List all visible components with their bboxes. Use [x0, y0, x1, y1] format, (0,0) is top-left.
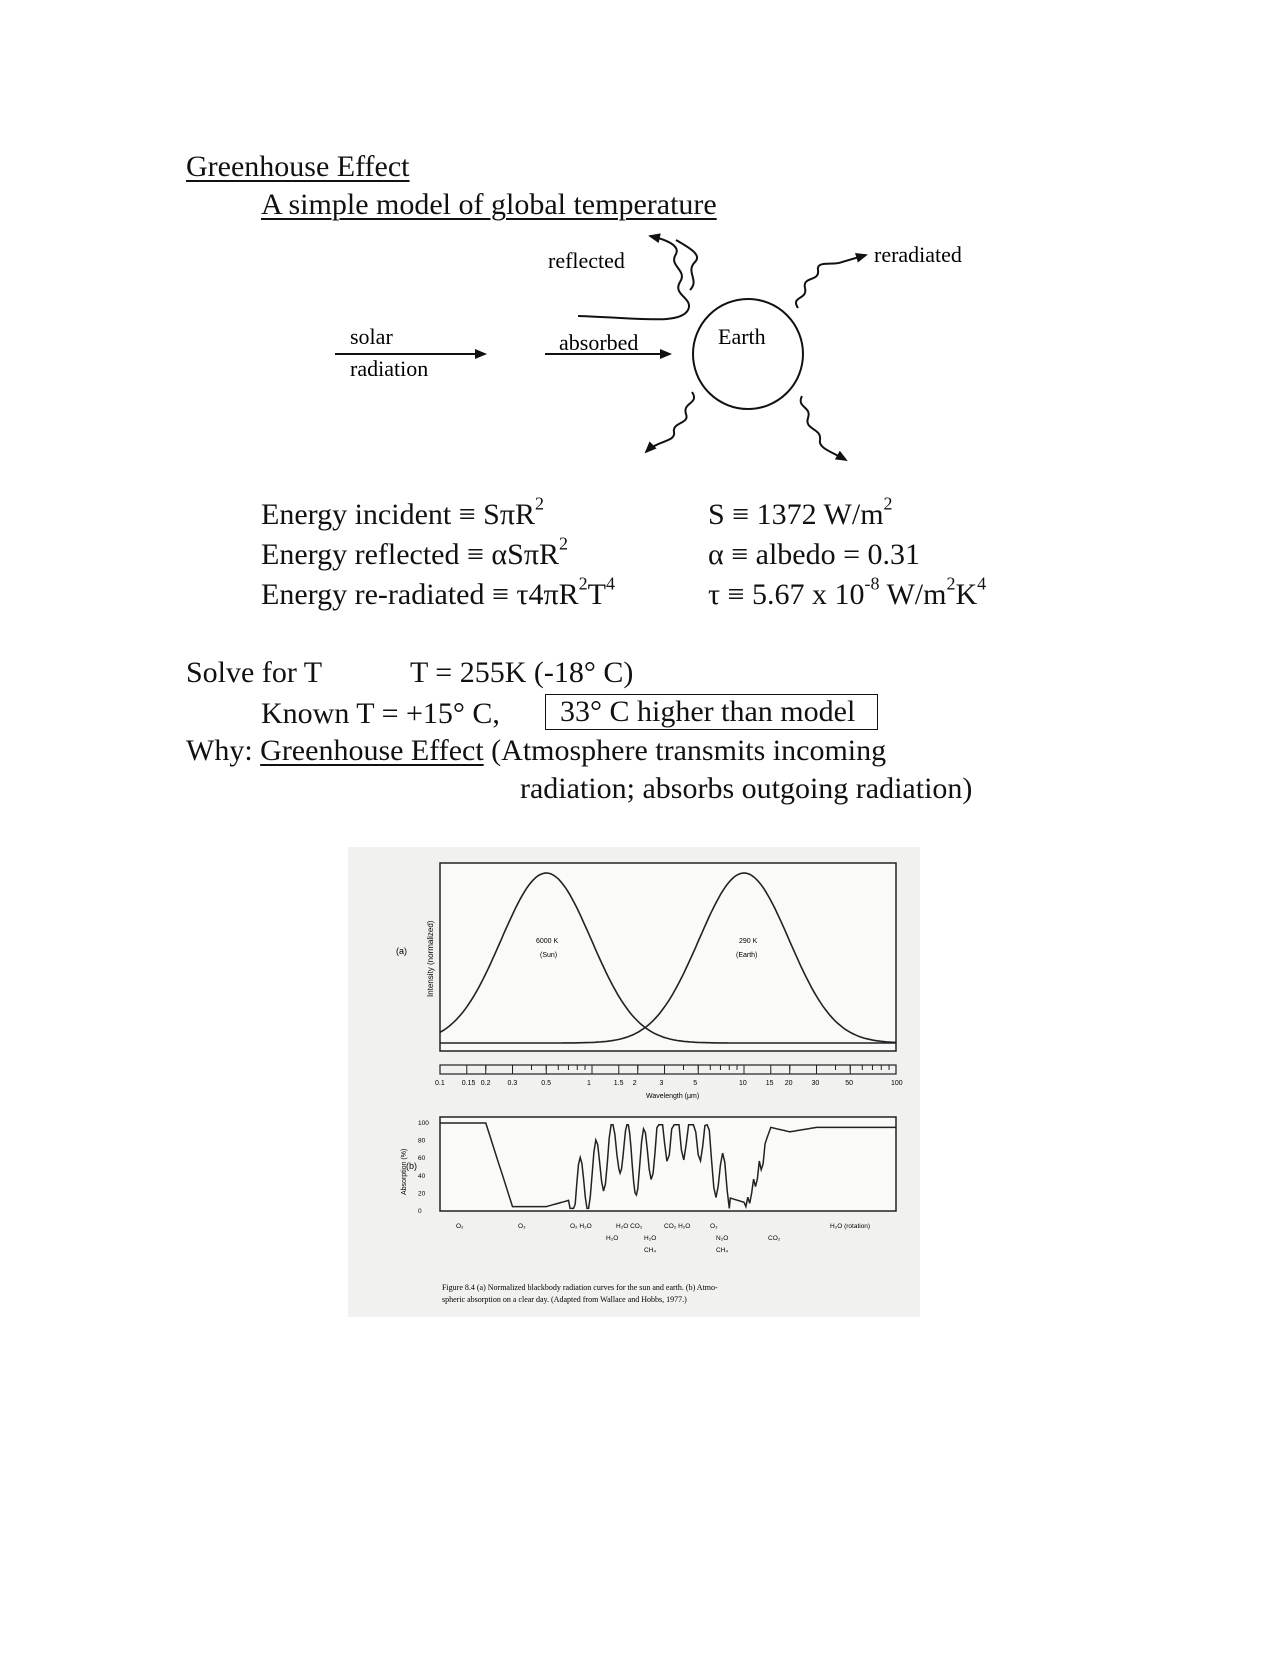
gas-label: O₂ H₂O	[570, 1223, 592, 1230]
wavelength-tick-label: 1.5	[613, 1080, 624, 1087]
absorption-tick-label: 100	[418, 1120, 429, 1127]
eq-energy-reflected: Energy reflected ≡ αSπR$^2$	[261, 533, 568, 571]
gas-label: H₂O (rotation)	[830, 1223, 871, 1230]
page-title: Greenhouse Effect	[186, 150, 410, 183]
gas-label: O₂	[456, 1223, 464, 1230]
panel-b-tag: (b)	[406, 1161, 417, 1171]
panel-a-tag: (a)	[396, 946, 407, 956]
wavelength-tick-label: 30	[811, 1080, 820, 1087]
wavelength-tick-label: 20	[784, 1080, 793, 1087]
solve-label: Solve for T	[186, 656, 323, 689]
panel-b-ylabel: Absorption (%)	[401, 1148, 408, 1195]
wavelength-tick-label: 2	[632, 1080, 637, 1087]
absorption-tick-label: 0	[418, 1208, 422, 1215]
label-reradiated: reradiated	[874, 242, 962, 267]
absorption-tick-label: 20	[418, 1190, 426, 1198]
eq-stefan-boltzmann: τ ≡ 5.67 x $10^{-8}$ $W/m^2K^4$	[708, 573, 987, 611]
gas-label: CH₄	[716, 1247, 729, 1254]
solve-result: T = 255K (-18° C)	[410, 656, 634, 689]
absorption-tick-label: 40	[418, 1172, 426, 1180]
gas-label: H₂O	[606, 1235, 619, 1242]
reradiated-arrow-bottom-right	[801, 396, 846, 460]
wavelength-tick-label: 0.15	[461, 1080, 476, 1087]
figure-caption-line-1: Figure 8.4 (a) Normalized blackbody radiation curves for the sun and earth. (b) Atmo-	[442, 1283, 718, 1292]
reradiated-arrow-top-right	[796, 255, 866, 308]
panel-a-ylabel: Intensity (normalized)	[426, 920, 435, 997]
wavelength-tick-label: 5	[693, 1080, 698, 1087]
wavelength-tick-label: 50	[845, 1080, 854, 1087]
radiation-absorption-figure	[348, 847, 920, 1317]
gas-label: CO₂	[768, 1235, 781, 1242]
why-line: Why: Greenhouse Effect (Atmosphere transmits incoming	[186, 734, 887, 767]
page-subtitle: A simple model of global temperature	[261, 188, 717, 221]
sun-temp-label: 6000 K	[536, 938, 559, 945]
why-line-2: radiation; absorbs outgoing radiation)	[520, 772, 973, 805]
absorption-tick-label: 60	[418, 1155, 426, 1163]
panel-a-frame	[440, 863, 896, 1051]
wavelength-tick-label: 3	[659, 1080, 664, 1087]
wavelength-tick-label: 100	[891, 1080, 903, 1087]
wavelength-tick-label: 0.5	[541, 1080, 551, 1087]
sun-name-label: (Sun)	[540, 952, 558, 959]
panel-b-frame	[440, 1117, 896, 1211]
gas-label: H₂O CO₂	[616, 1223, 643, 1230]
earth-energy-diagram	[0, 0, 1280, 480]
gas-label: O₃	[710, 1223, 718, 1230]
boxed-difference: 33° C higher than model	[545, 694, 878, 730]
earth-circle	[693, 299, 803, 409]
label-absorbed: absorbed	[559, 330, 639, 355]
label-reflected: reflected	[548, 248, 625, 273]
label-solar: solar	[350, 324, 393, 349]
eq-energy-reradiated: Energy re-radiated ≡ $\tau 4\pi R^2T^4$	[261, 573, 615, 611]
label-radiation: radiation	[350, 356, 429, 381]
wavelength-tick-label: 1	[587, 1080, 591, 1087]
gas-label: CH₄	[644, 1247, 657, 1254]
absorption-tick-label: 80	[418, 1137, 426, 1145]
gas-label: H₂O	[644, 1235, 657, 1242]
gas-label: CO₂ H₂O	[664, 1223, 691, 1230]
label-earth: Earth	[718, 324, 766, 349]
gas-label: N₂O	[716, 1235, 729, 1242]
wavelength-tick-label: 10	[739, 1080, 747, 1087]
wavelength-tick-label: 0.2	[480, 1080, 491, 1087]
known-temperature: Known T = +15° C,	[261, 697, 500, 730]
wavelength-tick-label: 15	[765, 1080, 774, 1087]
gas-label: O₃	[518, 1223, 526, 1230]
wavelength-tick-label: 0.1	[435, 1080, 445, 1087]
eq-solar-constant: S ≡ 1372 $W/m^2$	[708, 493, 893, 531]
reradiated-arrow-bottom-left	[646, 392, 694, 452]
wavelength-tick-label: 0.3	[507, 1080, 518, 1087]
figure-caption-line-2: spheric absorption on a clear day. (Adapted from Wallace and Hobbs, 1977.)	[442, 1295, 687, 1304]
eq-albedo: α ≡ albedo = 0.31	[708, 538, 921, 571]
wavelength-xlabel: Wavelength (μm)	[646, 1093, 700, 1100]
eq-energy-incident: Energy incident ≡ SπR$^2$	[261, 493, 544, 531]
earth-temp-label: 290 K	[739, 938, 758, 945]
greenhouse-effect-link: Greenhouse Effect	[260, 734, 484, 767]
earth-name-label: (Earth)	[736, 952, 758, 959]
